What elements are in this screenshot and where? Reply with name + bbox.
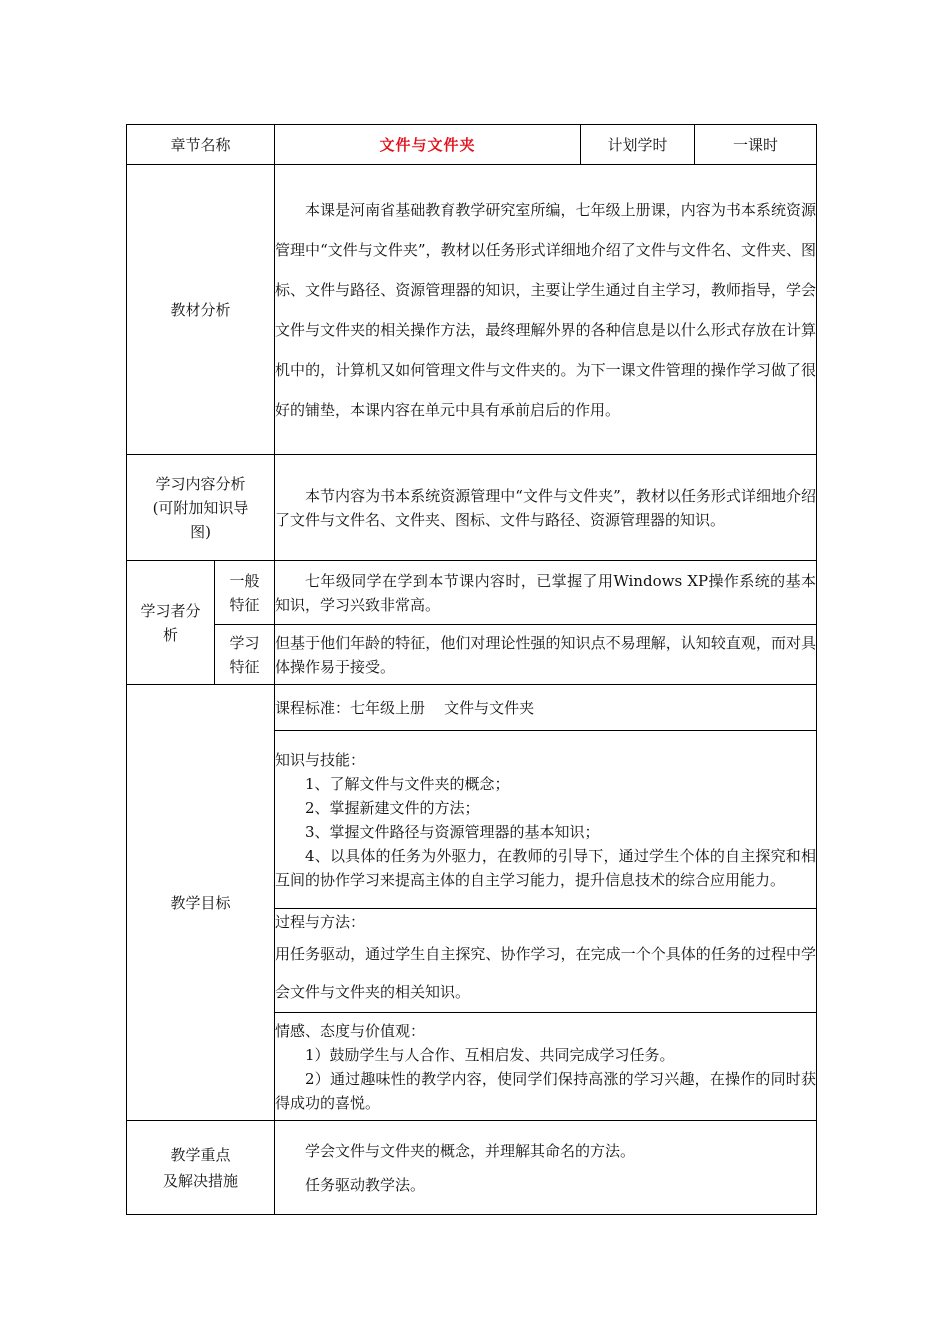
knowledge-item: 3、掌握文件路径与资源管理器的基本知识； [305,822,600,841]
lesson-plan-table [126,124,817,1215]
material-row [127,165,817,455]
method-text: 任务驱动教学法。 [305,1175,426,1194]
emotion-item: 1）鼓励学生与人合作、互相启发、共同完成学习任务。 [305,1045,675,1064]
emotion-title: 情感、态度与价值观： [275,1021,426,1040]
objective-standard-row [127,685,817,731]
process-title: 过程与方法： [275,913,366,931]
hours-value: 一课时 [695,125,817,165]
study-text: 但基于他们年龄的特征，他们对理论性强的知识点不易理解，认知较直观，而对具体操作易于接受。 [275,633,817,676]
knowledge-item: 1、了解文件与文件夹的概念； [305,774,510,793]
learner-general-row [127,561,817,625]
process-text: 用任务驱动，通过学生自主探究、协作学习，在完成一个个具体的任务的过程中学会文件与文件夹的相关知识。 [275,945,817,1001]
content-label: 学习内容分析 (可附加知识导 图) [127,455,275,561]
material-label: 教材分析 [127,165,275,455]
knowledge-title: 知识与技能： [275,750,366,769]
chapter-title: 文件与文件夹 [275,125,581,165]
general-label: 一般 特征 [215,561,275,625]
content-text: 本节内容为书本系统资源管理中“文件与文件夹”，教材以任务形式详细地介绍了文件与文件名、文件夹、图标、文件与路径、资源管理器的知识。 [275,486,817,529]
hours-label: 计划学时 [581,125,695,165]
material-text: 本课是河南省基础教育教学研究室所编，七年级上册课，内容为书本系统资源管理中“文件与文件夹”，教材以任务形式详细地介绍了文件与文件名、文件夹、图标、文件与路径、资源管理器的知识，主要让学生通过自主学习，教师指导，学会文件与文件夹的相关操作方法，最终理解外界的各种信息是以什么形式存放在计算机中的，计算机又如何管理文件与文件夹的。为下一课文件管理的操作学习做了很好的铺垫，本课内容在单元中具有承前启后的作用。 [275,200,817,419]
emotion-item: 2）通过趣味性的教学内容，使同学们保持高涨的学习兴趣，在操作的同时获得成功的喜悦。 [275,1069,817,1112]
knowledge-item: 4、以具体的任务为外驱力，在教师的引导下，通过学生个体的自主探究和相互间的协作学习来提高主体的自主学习能力，提升信息技术的综合应用能力。 [275,846,817,889]
learner-study-row [127,625,817,685]
learner-label: 学习者分 析 [127,561,215,685]
keypoint-text: 学会文件与文件夹的概念，并理解其命名的方法。 [305,1141,636,1160]
keypoints-row [127,1121,817,1215]
keypoints-label: 教学重点 及解决措施 [127,1121,275,1215]
study-label: 学习 特征 [215,625,275,685]
general-text: 七年级同学在学到本节课内容时，已掌握了用Windows XP操作系统的基本知识，学习兴致非常高。 [275,571,817,614]
objectives-label: 教学目标 [127,685,275,1121]
knowledge-item: 2、掌握新建文件的方法； [305,798,480,817]
header-row [127,125,817,165]
standard-text: 课程标准：七年级上册 文件与文件夹 [275,698,535,717]
content-row [127,455,817,561]
chapter-label: 章节名称 [127,125,275,165]
